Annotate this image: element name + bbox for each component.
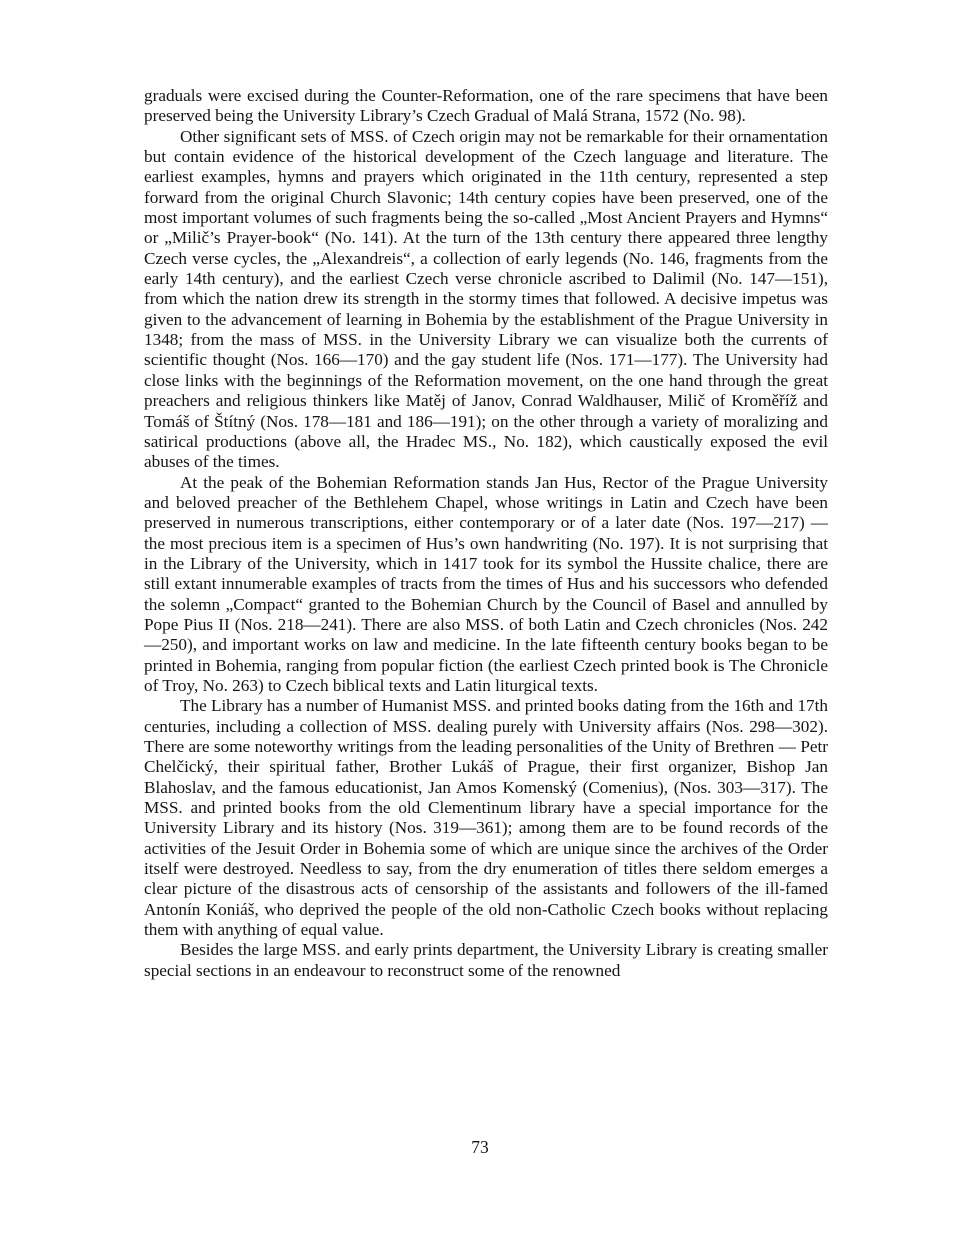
paragraph-jan-hus: At the peak of the Bohemian Reformation stands Jan Hus, Rector of the Prague University and beloved preacher of the Bethlehem Chapel, whose writings in Latin and Czech have been preserved in numerous transcriptions, either contemporary or of a later date (Nos. 197—217) — the most precious item is a specimen of Hus’s own handwriting (No. 197). It is not surprising that in the Library of the University, which in 1417 took for its symbol the Hussite chalice, there are still extant innumerable examples of tracts from the times of Hus and his successors who defended the solemn „Compact“ granted to the Bohemian Church by the Council of Basel and annulled by Pope Pius II (Nos. 218—241). There are also MSS. of both Latin and Czech chronicles (Nos. 242—250), and important works on law and medicine. In the late fifteenth century books began to be printed in Bohemia, ranging from popular fiction (the earliest Czech printed book is The Chronicle of Troy, No. 263) to Czech biblical texts and Latin liturgical texts. <box>144 472 828 695</box>
paragraph-special-sections: Besides the large MSS. and early prints department, the University Library is creating smaller special sections in an endeavour to reconstruct some of the renowned <box>144 940 828 980</box>
page-number: 73 <box>471 1137 489 1157</box>
paragraph-czech-manuscripts: Other significant sets of MSS. of Czech origin may not be remarkable for their ornamentation but contain evidence of the historical development of the Czech language and literature. The earliest examples, hymns and prayers which originated in the 11th century, represented a step forward from the original Church Slavonic; 14th century copies have been preserved, one of the most important volumes of such fragments being the so-called „Most Ancient Prayers and Hymns“ or „Milič’s Prayer-book“ (No. 141). At the turn of the 13th century there appeared three lengthy Czech verse cycles, the „Alexandreis“, a collection of early legends (No. 146, fragments from the early 14th century), and the earliest Czech verse chronicle ascribed to Dalimil (No. 147—151), from which the nation drew its strength in the stormy times that followed. A decisive impetus was given to the advancement of learning in Bohemia by the establishment of the Prague University in 1348; from the mass of MSS. in the University Library we can visualize both the currents of scientific thought (Nos. 166—170) and the gay student life (Nos. 171—177). The University had close links with the beginnings of the Reformation movement, on the one hand through the great preachers and religious thinkers like Matěj of Janov, Conrad Waldhauser, Milič of Kroměříž and Tomáš of Štítný (Nos. 178—181 and 186—191); on the other through a variety of moralizing and satirical productions (above all, the Hradec MS., No. 182), which caustically exposed the evil abuses of the times. <box>144 126 828 472</box>
page-body <box>144 86 828 981</box>
paragraph-graduals: graduals were excised during the Counter-Reformation, one of the rare specimens that have been preserved being the University Library’s Czech Gradual of Malá Strana, 1572 (No. 98). <box>144 86 828 126</box>
paragraph-humanist-books: The Library has a number of Humanist MSS. and printed books dating from the 16th and 17th centuries, including a collection of MSS. dealing purely with University affairs (Nos. 298—302). There are some noteworthy writings from the leading personalities of the Unity of Brethren — Petr Chelčický, their spiritual father, Brother Lukáš of Prague, their first organizer, Bishop Jan Blahoslav, and the famous educationist, Jan Amos Komenský (Comenius), (Nos. 303—317). The MSS. and printed books from the old Clementinum library have a special importance for the University Library and its history (Nos. 319—361); among them are to be found records of the activities of the Jesuit Order in Bohemia some of which are unique since the archives of the Order itself were destroyed. Needless to say, from the dry enumeration of titles there seldom emerges a clear picture of the disastrous acts of censorship of the assistants and followers of the ill-famed Antonín Koniáš, who deprived the people of the old non-Catholic Czech books without replacing them with anything of equal value. <box>144 696 828 940</box>
